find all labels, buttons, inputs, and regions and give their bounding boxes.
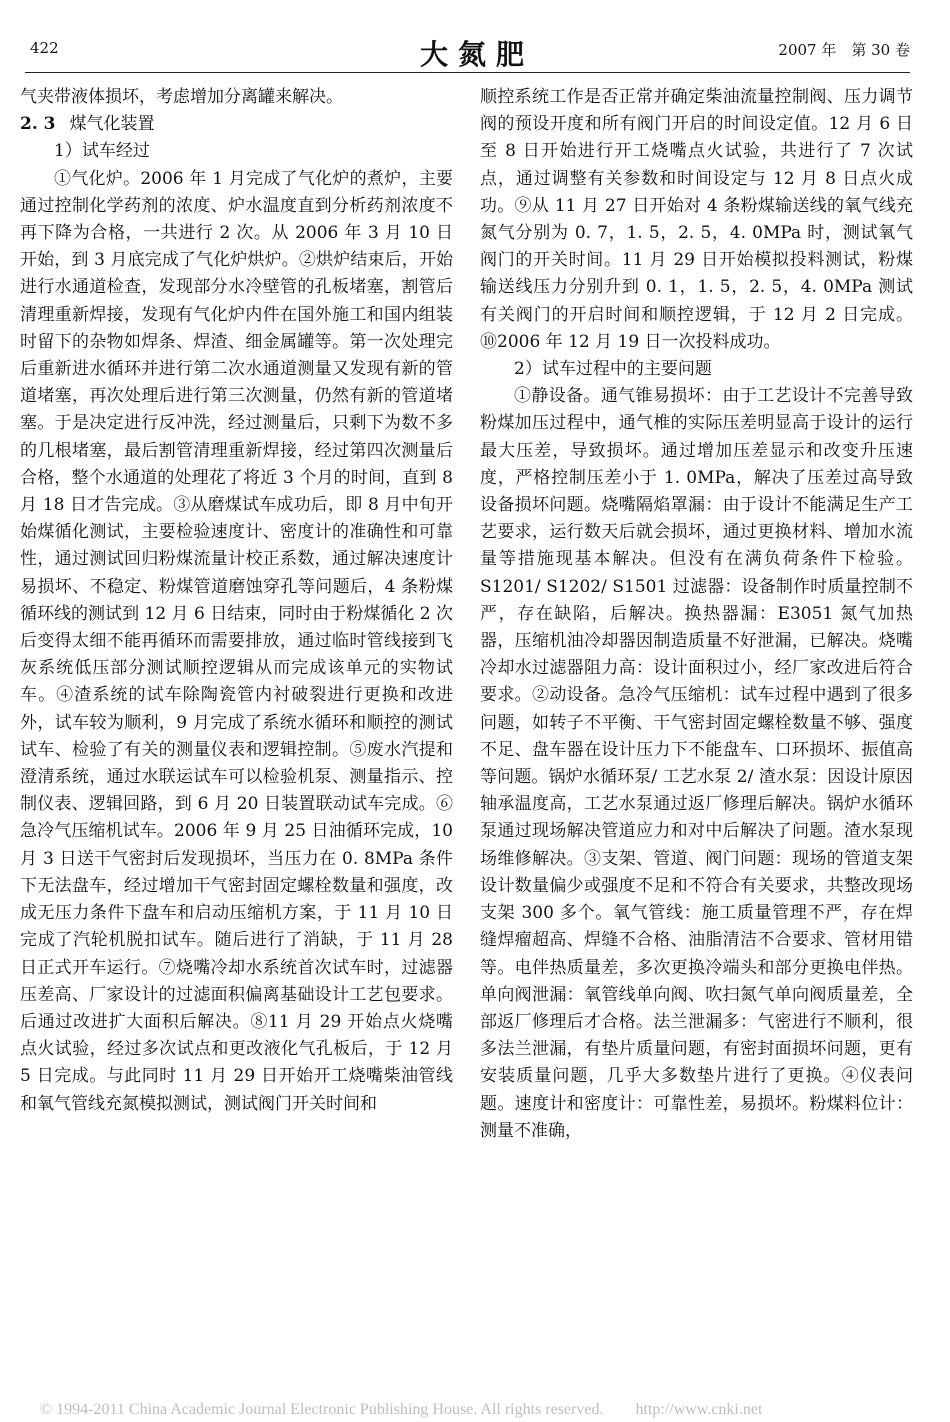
paragraph-main-problems: ①静设备。通气锥易损坏：由于工艺设计不完善导致粉煤加压过程中，通气椎的实际压差明显高于设计的运行最大压差，导致损坏。通过增加压差显示和改变升压速度，严格控制压差小于 1. 0MPa，解决了压差过高导致设备损坏问题。烧嘴隔焰罩漏：由于设计不能满足生产工艺要求，运行数天后就会损坏，通过更换材料、增加水流量等措施现基本解决。但没有在满负荷条件下检验。S1201/ S1202/ S1501 过滤器：设备制作时质量控制不严，存在缺陷，后解决。换热器漏：E3051 氮气加热器，压缩机油冷却器因制造质量不好泄漏，已解决。烧嘴冷却水过滤器阻力高：设计面积过小，经厂家改进后符合要求。②动设备。急冷气压缩机：试车过程中遇到了很多问题，如转子不平衡、干气密封固定螺栓数量不够、强度不足、盘车器在设计压力下不能盘车、口环损坏、振值高等问题。锅炉水循环泵/ 工艺水泵 2/ 渣水泵：因设计原因轴承温度高，工艺水泵通过返厂修理后解决。锅炉水循环泵通过现场解决管道应力和对中后解决了问题。渣水泵现场维修解决。③支架、管道、阀门问题：现场的管道支架设计数量偏少或强度不足和不符合有关要求，共整改现场支架 300 多个。氧气管线：施工质量管理不严，存在焊缝焊瘤超高、焊缝不合格、油脂清洁不合要求、管材用错等。电伴热质量差，多次更换冷端头和部分更换电伴热。单向阀泄漏：氧管线单向阀、吹扫氮气单向阀质量差，全部返厂修理后才合格。法兰泄漏多：气密进行不顺利，很多法兰泄漏，有垫片质量问题，有密封面损坏问题，更有安装质量问题，几乎大多数垫片进行了更换。④仪表问题。速度计和密度计：可靠性差，易损坏。粉煤料位计：测量不准确， bbox=[480, 386, 913, 1141]
journal-volume: 2007 年 第 30 卷 bbox=[778, 41, 910, 59]
paragraph-trial-process: ①气化炉。2006 年 1 月完成了气化炉的煮炉，主要通过控制化学药剂的浓度、炉水温度直到分析药剂浓度不再下降为合格，一共进行 2 次。从 2006 年 3 月 10 日开始，到 3 月底完成了气化炉烘炉。②烘炉结束后，开始进行水通道检查，发现部分水冷壁管的孔板堵塞，割管后清理重新焊接，发现有气化炉内件在国外施工和国内组装时留下的杂物如焊条、焊渣、细金属罐等。第一次处理完后重新进水循环并进行第二次水通道测量又发现有新的管道堵塞，再次处理后进行第三次测量，仍然有新的管道堵塞。于是决定进行反冲洗，经过测量后，只剩下为数不多的几根堵塞，最后割管清理重新焊接，经过第四次测量后合格，整个水通道的处理花了将近 3 个月的时间，直到 8 月 18 日才告完成。③从磨煤试车成功后，即 8 月中旬开始煤循化测试，主要检验速度计、密度计的准确性和可靠性，通过测试回归粉煤流量计校正系数，通过解决速度计易损坏、不稳定、粉煤管道磨蚀穿孔等问题后，4 条粉煤循环线的测试到 12 月 6 日结束，同时由于粉煤循化 2 次后变得太细不能再循环而需要排放，通过临时管线接到飞灰系统低压部分测试顺控逻辑从而完成该单元的实物试车。④渣系统的试车除陶瓷管内衬破裂进行更换和改进外，试车较为顺利，9 月完成了系统水循环和顺控的测试试车、检验了有关的测量仪表和逻辑控制。⑤废水汽提和澄清系统，通过水联运试车可以检验机泵、测量指示、控制仪表、逻辑回路，到 6 月 20 日装置联动试车完成。⑥急冷气压缩机试车。2006 年 9 月 25 日油循环完成，10 月 3 日送干气密封后发现损坏，当压力在 0. 8MPa 条件下无法盘车，经过增加干气密封固定螺栓数量和强度，改成无压力条件下盘车和启动压缩机方案，于 11 月 10 日完成了汽轮机脱扣试车。随后进行了消缺，于 11 月 28 日正式开车运行。⑦烧嘴冷却水系统首次试车时，过滤器压差高、厂家设计的过滤面积偏离基础设计工艺包要求。后通过改进扩大面积后解决。⑧11 月 29 开始点火烧嘴点火试验，经过多次试点和更改液化气孔板后，于 12 月 5 日完成。与此同时 11 月 29 日开始开工烧嘴柴油管线和氧气管线充氮模拟测试，测试阀门开关时间和 bbox=[20, 168, 453, 1114]
paragraph-continued-right: 顺控系统工作是否正常并确定柴油流量控制阀、压力调节阀的预设开度和所有阀门开启的时间设定值。12 月 6 日至 8 日开始进行开工烧嘴点火试验，共进行了 7 次试点，通过调整有关参数和时间设定与 12 月 8 日点火成功。⑨从 11 月 27 日开始对 4 条粉煤输送线的氧气线充氮气分别为 0. 7，1. 5，2. 5，4. 0MPa 时，测试氧气阀门的开关时间。11 月 29 日开始模拟投料测试，粉煤输送线压力分别升到 0. 1，1. 5，2. 5，4. 0MPa 测试有关阀门的开启时间和顺控逻辑，于 12 月 2 日完成。⑩2006 年 12 月 19 日一次投料成功。 bbox=[480, 87, 913, 352]
copyright-footer: © 1994-2011 China Academic Journal Electronic Publishing House. All rights reserved. http://www.cnki.net bbox=[40, 1401, 763, 1418]
section-title: 煤气化装置 bbox=[69, 114, 155, 135]
left-column bbox=[20, 84, 453, 1118]
section-heading bbox=[20, 111, 453, 138]
subsection-heading-1: 1）试车经过 bbox=[54, 141, 150, 162]
paragraph-continued: 气夹带液体损坏，考虑增加分离罐来解决。 bbox=[20, 87, 343, 107]
subsection-heading-2: 2）试车过程中的主要问题 bbox=[514, 359, 712, 380]
section-number: 2. 3 bbox=[20, 114, 56, 135]
journal-logo: 大氮肥 bbox=[420, 38, 535, 71]
page-number: 422 bbox=[30, 39, 59, 57]
page-header bbox=[30, 33, 910, 69]
right-column bbox=[480, 84, 913, 1145]
header-rule bbox=[25, 72, 910, 73]
